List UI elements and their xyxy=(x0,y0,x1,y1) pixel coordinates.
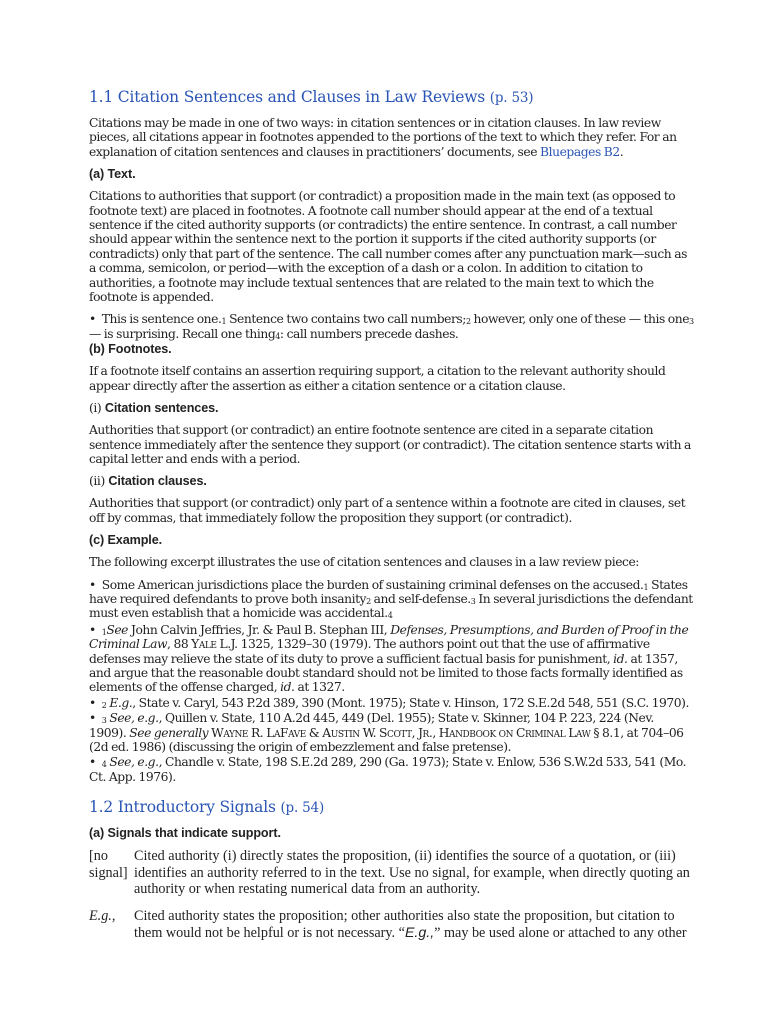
call-number: 4 xyxy=(101,760,107,770)
call-number: 1 xyxy=(101,627,107,637)
section-heading-1-1 xyxy=(89,88,694,106)
example-sentence-bullet: • This is sentence $one._1$ Sentence two contains two call $numbers;_2$ however, only one of these — this one$_3$ — is surprising. Recall one thing$_4$: call numbers precede dashes. xyxy=(89,312,694,341)
paragraph-text-rule: Citations to authorities that support (or contradict) a proposition made in the main text (as opposed to footnote text) are placed in footnotes. A footnote call number should appear at the end of a textual sentence if the cited authority supports (or contradicts) the entire sentence. In contrast, a call number should appear within the sentence next to the portion it supports if the cited authority supports (or contradicts) only that part of the sentence. The call number comes after any punctuation mark—such as a comma, semicolon, or period—with the exception of a dash or a colon. In addition to citation to authorities, a footnote may include textual sentences that are related to the main text to which the footnote is appended. xyxy=(89,189,687,305)
subheading-b-footnotes: (b) Footnotes. xyxy=(89,342,172,357)
section-title: 1.2 Introductory Signals xyxy=(89,798,276,817)
paragraph-example-intro: The following excerpt illustrates the use of citation sentences and clauses in a law review piece: xyxy=(89,555,639,570)
signal-row xyxy=(89,908,694,951)
example-main-text: • Some American jurisdictions place the burden of sustaining criminal defenses on the $accused._1$ States have required defendants to prove both insanity$_2$ and self-$defense._3$ In several jurisdictions the defendant must even establish that a homicide was $accidental._4$ xyxy=(89,577,693,621)
page-reference: (p. 53) xyxy=(489,90,534,106)
paragraph-citation-sentences: Authorities that support (or contradict) an entire footnote sentence are cited in a separate citation sentence immediately after the sentence they support (or contradict). The citation sentence starts with a capital letter and ends with a period. xyxy=(89,423,691,466)
call-number: 3 xyxy=(470,596,476,606)
signal-key: E.g., xyxy=(89,908,116,924)
footnote-2: • $_2$ E.g., State v. Caryl, 543 P.2d 389, 390 (Mont. 1975); State v. Hinson, 172 S.E.2d 548, 551 (S.C. 1970). xyxy=(89,695,689,710)
page-reference: (p. 54) xyxy=(280,800,325,817)
call-number: 3 xyxy=(101,716,107,726)
signals-table xyxy=(89,848,694,951)
subheading-c-example: (c) Example. xyxy=(89,533,162,548)
intro-paragraph: Citations may be made in one of two ways: in citation sentences or in citation clauses. In law review pieces, all citations appear in footnotes appended to the portions of the text to which they refer. For an explanation of citation sentences and clauses in practitioners’ documents, see Bluepages B2. xyxy=(89,116,677,159)
subheading-i-citation-sentences: (i) Citation sentences. xyxy=(89,401,219,416)
section-heading-1-2 xyxy=(89,798,694,816)
subheading-signals-support: (a) Signals that indicate support. xyxy=(89,826,281,841)
footnote-4: • $_4$ See, e.g., Chandle v. State, 198 S.E.2d 289, 290 (Ga. 1973); State v. Enlow, 536 S.W.2d 533, 541 (Mo. Ct. App. 1976). xyxy=(89,755,687,784)
signal-key: [no signal] xyxy=(89,848,128,881)
subheading-a-text: (a) Text. xyxy=(89,167,136,182)
bluepages-link[interactable]: Bluepages B2 xyxy=(540,144,620,159)
call-number: 2 xyxy=(465,317,471,327)
subheading-ii-citation-clauses: (ii) Citation clauses. xyxy=(89,474,207,489)
section-title: 1.1 Citation Sentences and Clauses in Law Reviews xyxy=(89,88,486,106)
footnote-3: • $_3$ See, e.g., Quillen v. State, 110 A.2d 445, 449 (Del. 1955); State v. Skinner, 104 P. 223, 224 (Nev. 1909). See generally Wayne R. LaFave & Austin W. Scott, Jr., Handbook on Criminal Law § 8.1, at 704–06 (2d ed. 1986) (discussing the origin of embezzlement and false pretense). xyxy=(89,711,684,754)
call-number: 4 xyxy=(275,331,280,341)
call-number: 2 xyxy=(366,596,371,606)
call-number: 1 xyxy=(643,582,649,592)
signal-description: Cited authority (i) directly states the proposition, (ii) identifies the source of a quotation, or (iii) identifies an authority referred to in the text. Use no signal, for example, when directly quoting an authority or when restating numerical data from an authority. xyxy=(134,848,690,898)
call-number: 3 xyxy=(689,317,694,327)
footnote-1: • $_1$See John Calvin Jeffries, Jr. & Paul B. Stephan III, Defenses, Presumptions, and Burden of Proof in the Criminal Law, 88 Yale L.J. 1325, 1329–30 (1979). The authors point out that the use of affirmative defenses may relieve the state of its duty to prove a sufficient factual basis for punishment, id. at 1357, and argue that the reasonable doubt standard should not be limited to those facts formally identified as elements of the offense charged, id. at 1327. xyxy=(89,622,689,695)
call-number: 1 xyxy=(221,317,227,327)
call-number: 2 xyxy=(101,700,107,710)
paragraph-footnotes: If a footnote itself contains an assertion requiring support, a citation to the relevant authority should appear directly after the assertion as either a citation sentence or a citation clause. xyxy=(89,364,666,393)
signal-description: Cited authority states the proposition; other authorities also state the proposition, but citation to them would not be helpful or is not necessary. “E.g.,” may be used alone or attached to any other xyxy=(134,908,687,941)
paragraph-citation-clauses: Authorities that support (or contradict) only part of a sentence within a footnote are cited in clauses, set off by commas, that immediately follow the proposition they support (or contradict). xyxy=(89,496,686,525)
signal-row xyxy=(89,848,694,908)
call-number: 4 xyxy=(387,611,393,621)
